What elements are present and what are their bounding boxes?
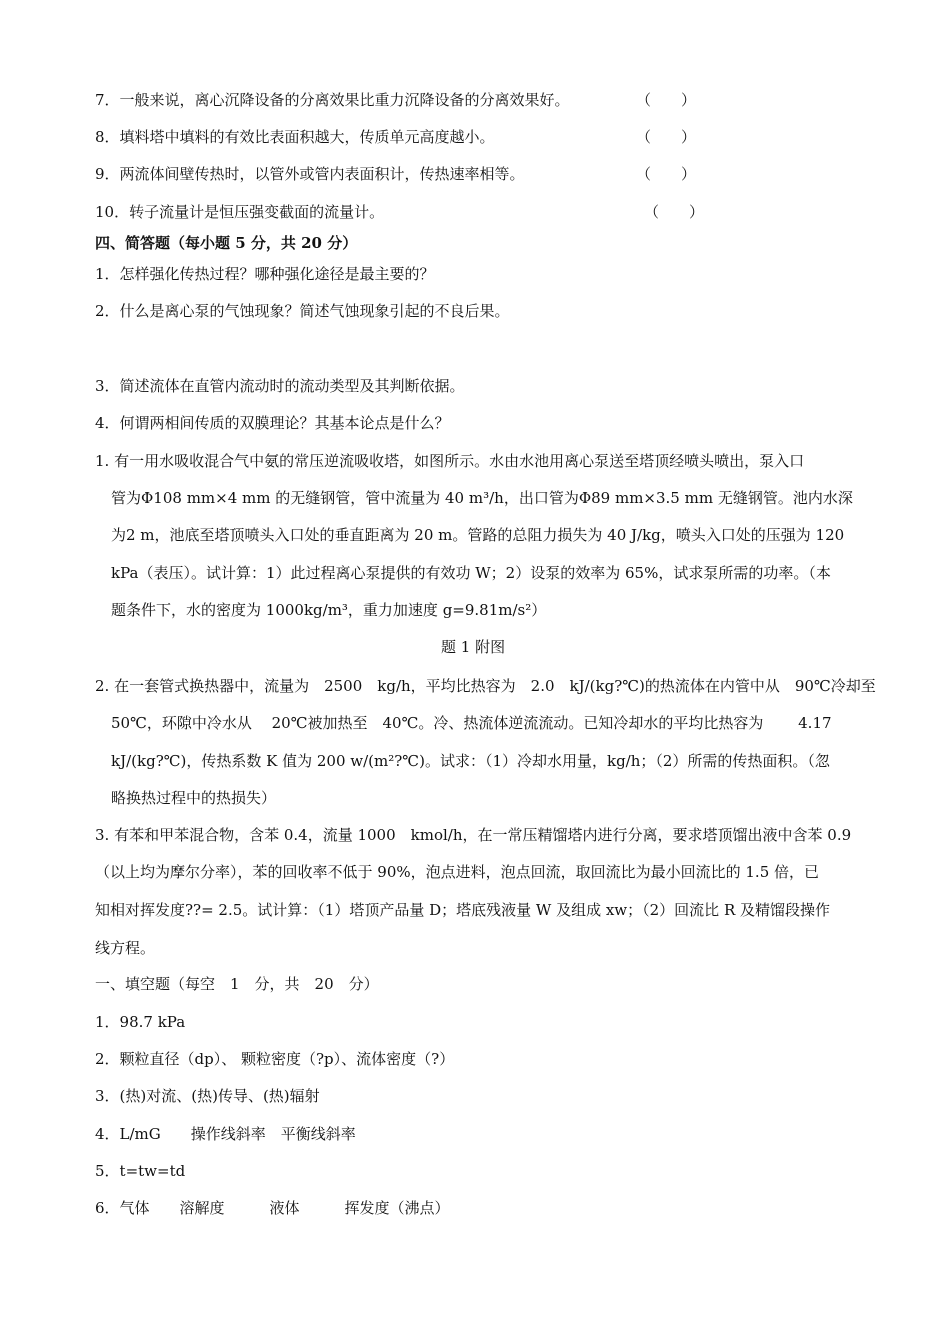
calc-q1-line: 题条件下，水的密度为 1000kg/m³，重力加速度 g=9.81m/s²） <box>111 601 547 619</box>
answer-item: 4．L/mG 操作线斜率 平衡线斜率 <box>95 1125 356 1143</box>
judge-blank: （ ） <box>636 91 697 109</box>
calc-q1-line: 1. 有一用水吸收混合气中氨的常压逆流吸收塔，如图所示。水由水池用离心泵送至塔顶经喷头喷出，泵入口 <box>95 452 805 470</box>
calc-q3-line: 知相对挥发度??= 2.5。试计算：（1）塔顶产品量 D；塔底残液量 W 及组成 xw；（2）回流比 R 及精馏段操作 <box>95 901 831 919</box>
judge-text: 9．两流体间壁传热时，以管外或管内表面积计，传热速率相等。 <box>95 165 525 183</box>
judge-text: 7．一般来说，离心沉降设备的分离效果比重力沉降设备的分离效果好。 <box>95 91 570 109</box>
calc-q1-line: kPa（表压）。试计算：1）此过程离心泵提供的有效功 W；2）设泵的效率为 65%，试求泵所需的功率。（本 <box>111 564 831 582</box>
short-question: 2．什么是离心泵的气蚀现象？简述气蚀现象引起的不良后果。 <box>95 302 510 320</box>
answers-heading: 一、填空题（每空 1 分，共 20 分） <box>95 975 379 993</box>
short-question: 3．简述流体在直管内流动时的流动类型及其判断依据。 <box>95 377 465 395</box>
short-question: 4．何谓两相间传质的双膜理论？其基本论点是什么？ <box>95 414 450 432</box>
judge-item-9 <box>95 164 525 184</box>
calc-q2-line: kJ/(kg?℃)，传热系数 K 值为 200 w/(m²?℃)。试求：（1）冷却水用量，kg/h；（2）所需的传热面积。（忽 <box>111 752 830 770</box>
calc-q2-line: 略换热过程中的热损失） <box>111 789 277 807</box>
answer-item: 5．t=tw=td <box>95 1162 186 1180</box>
calc-q3-line: （以上均为摩尔分率），苯的回收率不低于 90%，泡点进料，泡点回流，取回流比为最小回流比的 1.5 倍，已 <box>95 863 820 881</box>
calc-q1-line: 管为Φ108 mm×4 mm 的无缝钢管，管中流量为 40 m³/h，出口管为Φ89 mm×3.5 mm 无缝钢管。池内水深 <box>111 489 853 507</box>
judge-text: 10．转子流量计是恒压强变截面的流量计。 <box>95 203 385 221</box>
short-question: 1．怎样强化传热过程？哪种强化途径是最主要的？ <box>95 265 435 283</box>
judge-blank: （ ） <box>636 128 697 146</box>
calc-q3-line: 线方程。 <box>95 939 156 957</box>
answer-item: 2．颗粒直径（dp）、 颗粒密度（?p）、流体密度（?） <box>95 1050 455 1068</box>
judge-item-8 <box>95 127 495 147</box>
judge-blank: （ ） <box>636 165 697 183</box>
calc-q2-line: 2. 在一套管式换热器中，流量为 2500 kg/h，平均比热容为 2.0 kJ/(kg?℃)的热流体在内管中从 90℃冷却至 <box>95 677 876 695</box>
section-heading: 四、简答题（每小题 5 分，共 20 分） <box>95 234 358 252</box>
answer-item: 1．98.7 kPa <box>95 1013 186 1031</box>
judge-item-7 <box>95 90 570 110</box>
calc-q2-line: 50℃，环隙中冷水从 20℃被加热至 40℃。冷、热流体逆流流动。已知冷却水的平均比热容为 4.17 <box>111 714 832 732</box>
calc-q3-line: 3. 有苯和甲苯混合物，含苯 0.4，流量 1000 kmol/h，在一常压精馏塔内进行分离，要求塔顶馏出液中含苯 0.9 <box>95 826 852 844</box>
judge-text: 8．填料塔中填料的有效比表面积越大，传质单元高度越小。 <box>95 128 495 146</box>
answer-item: 6．气体 溶解度 液体 挥发度（沸点） <box>95 1199 450 1217</box>
judge-blank: （ ） <box>644 203 705 221</box>
judge-item-10 <box>95 202 384 222</box>
answer-item: 3．(热)对流、(热)传导、(热)辐射 <box>95 1087 320 1105</box>
figure-caption: 题 1 附图 <box>441 638 506 656</box>
calc-q1-line: 为2 m，池底至塔顶喷头入口处的垂直距离为 20 m。管路的总阻力损失为 40 J/kg，喷头入口处的压强为 120 <box>111 526 845 544</box>
